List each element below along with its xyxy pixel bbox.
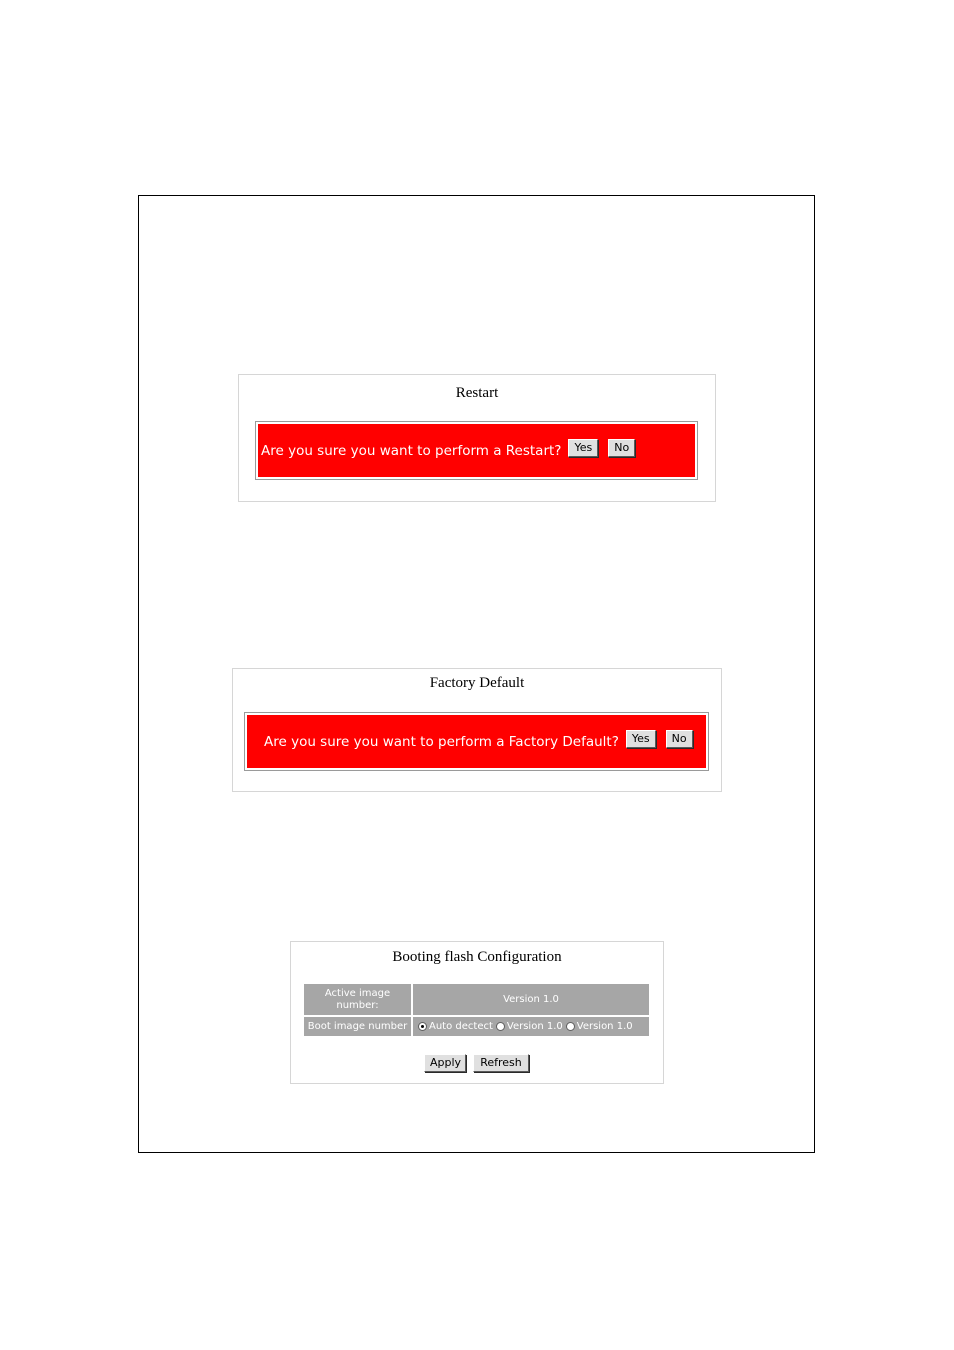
restart-no-button[interactable]: No (608, 439, 635, 457)
restart-title: Restart (455, 385, 499, 401)
boot-image-radio-group (418, 1021, 647, 1032)
boot-option-version-a[interactable] (496, 1021, 563, 1032)
factory-default-no-button[interactable]: No (666, 730, 693, 748)
active-image-label-text: Active image number: (324, 987, 391, 1011)
refresh-button[interactable]: Refresh (473, 1054, 529, 1072)
restart-prompt: Are you sure you want to perform a Restart? (261, 442, 562, 459)
boot-option-auto-label: Auto dectect (429, 1021, 493, 1032)
boot-image-options (413, 1017, 649, 1036)
boot-image-label: Boot image number (304, 1017, 411, 1036)
table-row (304, 984, 649, 1015)
factory-default-prompt: Are you sure you want to perform a Factory Default? (264, 733, 619, 750)
radio-unchecked-icon[interactable] (566, 1022, 575, 1031)
radio-checked-icon[interactable] (418, 1022, 427, 1031)
restart-yes-button[interactable]: Yes (568, 439, 598, 457)
factory-default-yes-button[interactable]: Yes (626, 730, 656, 748)
restart-alert (256, 422, 697, 479)
boot-option-auto[interactable] (418, 1021, 493, 1032)
apply-button[interactable]: Apply (424, 1054, 466, 1072)
factory-default-alert (245, 713, 708, 770)
active-image-value: Version 1.0 (413, 984, 649, 1015)
factory-default-title: Factory Default (429, 675, 525, 691)
booting-flash-panel (290, 941, 664, 1084)
boot-option-version-b-label: Version 1.0 (576, 1021, 633, 1032)
radio-unchecked-icon[interactable] (496, 1022, 505, 1031)
booting-flash-table (302, 982, 651, 1038)
boot-option-version-b[interactable] (566, 1021, 633, 1032)
factory-default-panel (232, 668, 722, 792)
active-image-label (304, 984, 411, 1015)
boot-option-version-a-label: Version 1.0 (506, 1021, 563, 1032)
restart-panel (238, 374, 716, 502)
table-row (304, 1017, 649, 1036)
booting-flash-title: Booting flash Configuration (392, 949, 562, 965)
